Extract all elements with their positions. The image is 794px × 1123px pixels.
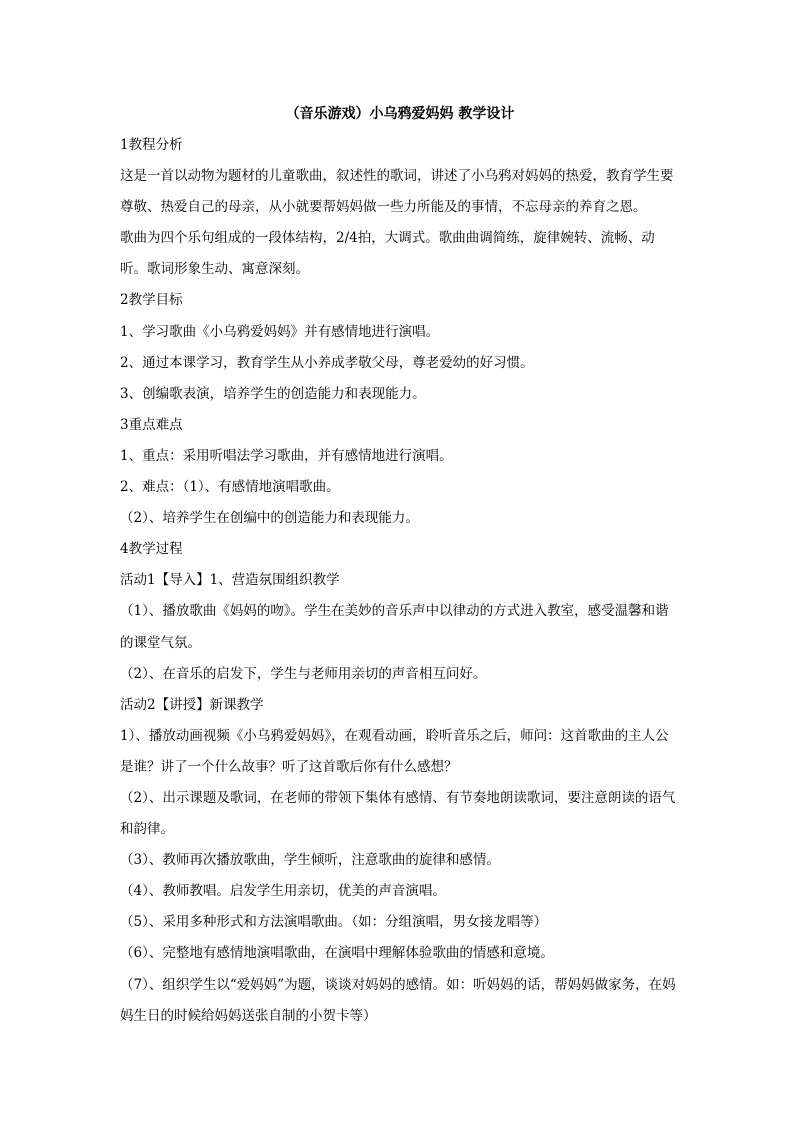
goal-item-2: 2、通过本课学习，教育学生从小养成孝敬父母，尊老爱幼的好习惯。 <box>120 354 534 371</box>
activity-2-step-1: 1）、播放动画视频《小乌鸦爱妈妈》，在观看动画，聆听音乐之后，师问：这首歌曲的主人公是谁？讲了一个什么故事？听了这首歌后你有什么感想？ <box>120 727 669 775</box>
key-point-2: 2、难点：（1）、有感情地演唱歌曲。 <box>120 479 340 496</box>
section-heading-process: 4教学过程 <box>120 541 183 558</box>
activity-heading-2: 活动2【讲授】新课教学 <box>120 696 264 713</box>
activity-2-step-6: （6）、完整地有感情地演唱歌曲，在演唱中理解体验歌曲的情感和意境。 <box>120 945 554 962</box>
document-title: （音乐游戏）小乌鸦爱妈妈 教学设计 <box>285 106 515 122</box>
activity-heading-1: 活动1【导入】1、营造氛围组织教学 <box>120 572 340 589</box>
goal-item-3: 3、创编歌表演，培养学生的创造能力和表现能力。 <box>120 385 426 402</box>
goal-item-1: 1、学习歌曲《小乌鸦爱妈妈》并有感情地进行演唱。 <box>120 323 440 340</box>
key-point-3: （2）、培养学生在创编中的创造能力和表现能力。 <box>120 510 419 527</box>
document-page <box>120 100 680 1032</box>
activity-2-step-5: （5）、采用多种形式和方法演唱歌曲。（如：分组演唱，男女接龙唱等） <box>120 914 548 931</box>
activity-1-step-1: （1）、播放歌曲《妈妈的吻》。学生在美妙的音乐声中以律动的方式进入教室，感受温馨和谐的课堂气氛。 <box>120 603 669 651</box>
activity-2-step-3: （3）、教师再次播放歌曲，学生倾听，注意歌曲的旋律和感情。 <box>120 852 500 869</box>
activity-2-step-4: （4）、教师教唱。启发学生用亲切，优美的声音演唱。 <box>120 883 446 900</box>
section-heading-analysis: 1教程分析 <box>120 137 183 153</box>
paragraph-analysis-1: 这是一首以动物为题材的儿童歌曲，叙述性的歌词，讲述了小乌鸦对妈妈的热爱，教育学生要尊敬、热爱自己的母亲，从小就要帮妈妈做一些力所能及的事情，不忘母亲的养育之恩。 <box>120 168 674 216</box>
activity-2-step-7: （7）、组织学生以“爱妈妈”为题，谈谈对妈妈的感情。如：听妈妈的话，帮妈妈做家务，在妈妈生日的时候给妈妈送张自制的小贺卡等） <box>120 976 676 1024</box>
activity-1-step-2: （2）、在音乐的启发下，学生与老师用亲切的声音相互问好。 <box>120 665 487 682</box>
activity-2-step-2: （2）、出示课题及歌词，在老师的带领下集体有感情、有节奏地朗读歌词，要注意朗读的语气和韵律。 <box>120 789 676 838</box>
section-heading-goals: 2教学目标 <box>120 292 183 309</box>
section-heading-key-points: 3重点难点 <box>120 416 183 433</box>
key-point-1: 1、重点：采用听唱法学习歌曲，并有感情地进行演唱。 <box>120 447 453 464</box>
paragraph-analysis-2: 歌曲为四个乐句组成的一段体结构，2/4拍，大调式。歌曲曲调简练，旋律婉转、流畅、动听。歌词形象生动、寓意深刻。 <box>120 230 655 278</box>
